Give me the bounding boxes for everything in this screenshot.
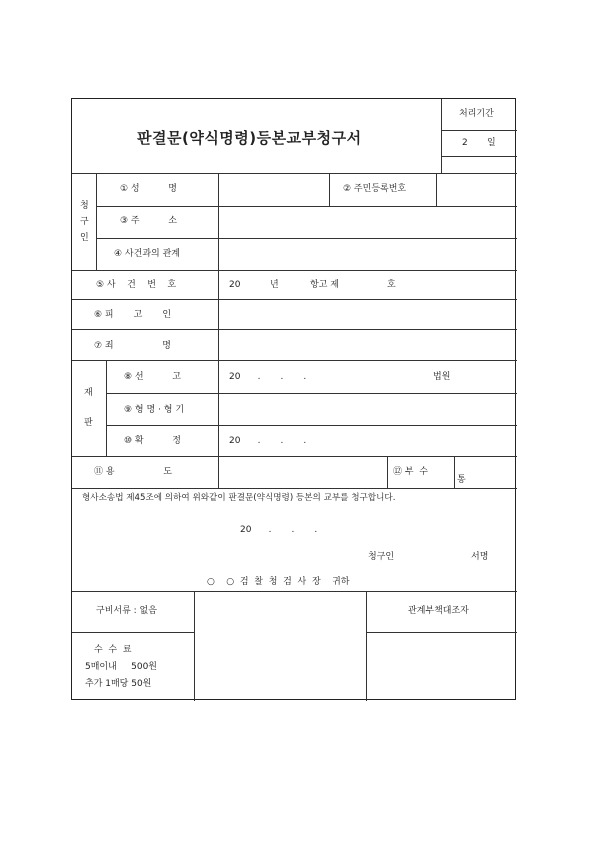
name-label: ① 성 명	[120, 184, 177, 194]
trial-group-label-1: 재	[84, 388, 93, 398]
purpose-field[interactable]	[219, 457, 387, 488]
finalized-label: ⑩ 확 정	[124, 436, 181, 446]
processing-days-unit: 일	[487, 138, 496, 148]
copies-unit: 통	[457, 475, 466, 485]
fee-line-1: 5매이내 500원	[85, 662, 157, 672]
divider	[387, 456, 388, 488]
resident-number-label: ② 주민등록번호	[343, 184, 407, 194]
punishment-label: ⑨ 형 명 · 형 기	[124, 405, 185, 415]
punishment-field[interactable]	[219, 394, 517, 425]
divider	[106, 425, 517, 426]
charge-label: ⑦ 죄 명	[94, 341, 171, 351]
request-date: 20 . . .	[240, 525, 318, 535]
attachments-label: 구비서류 : 없음	[96, 606, 157, 616]
relation-label: ④ 사건과의 관계	[114, 249, 180, 259]
divider	[72, 360, 517, 361]
divider	[72, 632, 194, 633]
name-field[interactable]	[219, 174, 329, 206]
fee-line-2: 추가 1매당 50원	[85, 679, 152, 689]
trial-group-label-2: 판	[84, 418, 93, 428]
divider	[96, 173, 97, 270]
charge-field[interactable]	[219, 330, 517, 360]
divider	[329, 173, 330, 206]
applicant-sign-label: 청구인	[368, 552, 395, 562]
divider	[454, 456, 455, 488]
officer-sign-area[interactable]	[367, 633, 517, 701]
resident-number-field[interactable]	[437, 174, 517, 206]
processing-days: 2	[462, 138, 468, 148]
divider	[72, 270, 517, 271]
sentence-date: 20 . . .	[229, 372, 307, 382]
sign-label: 서명	[471, 552, 489, 562]
case-year-prefix: 20	[229, 280, 241, 290]
sentence-label: ⑧ 선 고	[124, 372, 181, 382]
case-number-label: ⑤ 사 건 번 호	[96, 280, 177, 290]
request-statement: 형사소송법 제45조에 의하여 위와같이 판결문(약식명령) 등본의 교부를 청구합니다.	[82, 493, 396, 503]
form-title: 판결문(약식명령)등본교부청구서	[137, 129, 362, 147]
processing-period-label: 처리기간	[459, 109, 494, 119]
applicant-group-label-3: 인	[80, 233, 89, 243]
document-request-form	[71, 98, 516, 700]
defendant-label: ⑥ 피 고 인	[94, 310, 172, 320]
copies-label: ⑫ 부 수	[393, 467, 428, 477]
case-number-suffix: 호	[387, 280, 396, 290]
case-appeal-label: 항고 제	[310, 280, 339, 290]
address-field[interactable]	[219, 207, 517, 238]
officer-label: 관계부책대조자	[408, 606, 469, 616]
purpose-label: ⑪ 용 도	[94, 467, 172, 477]
receipt-stamp-area	[195, 592, 366, 701]
divider	[72, 488, 517, 489]
applicant-group-label-1: 청	[80, 201, 89, 211]
court-suffix: 법원	[433, 372, 451, 382]
case-year-suffix: 년	[270, 280, 279, 290]
fee-title: 수 수 료	[94, 645, 132, 655]
addressee: ○ ○ 검 찰 청 검 사 장 귀하	[207, 577, 350, 587]
finalized-date: 20 . . .	[229, 436, 307, 446]
divider	[441, 99, 442, 173]
defendant-field[interactable]	[219, 300, 517, 329]
applicant-group-label-2: 구	[80, 217, 89, 227]
divider	[106, 360, 107, 456]
divider	[441, 130, 517, 131]
relation-field[interactable]	[219, 239, 517, 270]
address-label: ③ 주 소	[120, 216, 177, 226]
divider	[441, 156, 517, 157]
